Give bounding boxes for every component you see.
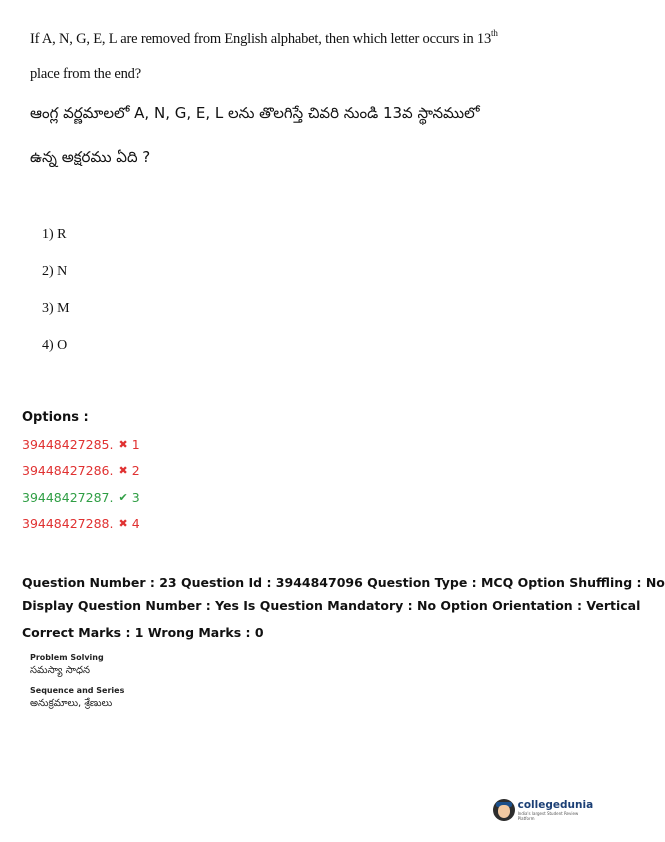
meta-line-2: Display Question Number : Yes Is Question Mandatory : No Option Orientation : Vertical [22,598,641,613]
option-id: 39448427287. [22,490,114,505]
collegedunia-logo [493,799,595,821]
topic-2-telugu: అనుక్రమాలు, శ్రేణులు [30,698,113,709]
option-row [22,437,140,452]
meta-line-3: Correct Marks : 1 Wrong Marks : 0 [22,625,264,640]
option-id: 39448427288. [22,516,114,531]
cross-icon: ✖ [118,517,128,530]
question-telugu-line2: ఉన్న అక్షరము ఏది ? [30,148,151,166]
option-number: 4 [131,516,140,531]
options-title: Options : [22,410,89,425]
topic-1-english: Problem Solving [30,653,104,662]
cross-icon: ✖ [118,464,128,477]
topic-2-english: Sequence and Series [30,686,125,695]
option-number: 2 [131,463,140,478]
option-number: 1 [131,437,140,452]
topic-1-telugu: సమస్యా సాధన [30,665,91,676]
option-row [22,516,140,531]
choice-2: 2) N [42,264,68,279]
option-number: 3 [131,490,140,505]
option-id: 39448427286. [22,463,114,478]
option-id: 39448427285. [22,437,114,452]
cross-icon: ✖ [118,438,128,451]
check-icon: ✔ [118,491,128,504]
student-mascot-icon [493,799,515,821]
logo-tagline: India's largest Student Review Platform [517,810,579,821]
question-english-line2: place from the end? [30,66,141,82]
choice-4: 4) O [42,338,68,353]
meta-line-1: Question Number : 23 Question Id : 3944847096 Question Type : MCQ Option Shuffling : No [22,575,665,590]
choice-1: 1) R [42,227,67,242]
choice-3: 3) M [42,301,70,316]
question-telugu-line1: ఆంగ్ల వర్ణమాలలో A, N, G, E, L లను తొలగిస్తే చివరి నుండి 13వ స్థానములో [30,104,480,122]
option-row [22,490,140,505]
question-english-line1: If A, N, G, E, L are removed from English alphabet, then which letter occurs in 13th [30,28,498,47]
logo-name: collegedunia [517,798,594,811]
option-row [22,463,140,478]
